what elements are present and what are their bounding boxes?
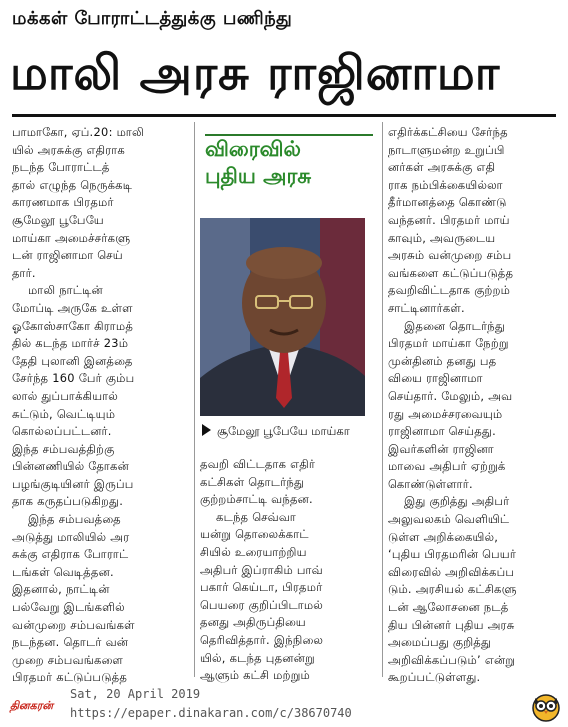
article-line: சுக்கு எதிராக போராட் (12, 547, 129, 562)
article-line: வந்தனர். பிரதமர் மாய் (388, 212, 510, 227)
article-line: பிரதமர் கட்டுப்படுத்த (12, 670, 128, 685)
article-line: சியில் உரையாற்றிய (200, 544, 307, 559)
article-line: அறிவிக்கப்படும்’ என்று (388, 652, 516, 667)
article-line: பல்வேறு இடங்களில் (12, 600, 125, 615)
article-line: தனது அதிருப்தியை (200, 615, 306, 630)
article-line: மோப்டி அருகே உள்ள (12, 300, 133, 315)
article-line: இந்த சம்பவத்திற்கு (12, 441, 115, 456)
article-line: டன் ராஜினாமா செய் (12, 248, 123, 263)
article-column-2 (200, 456, 378, 685)
article-line: சாட்டினார்கள். (388, 300, 465, 315)
article-line: லால் துப்பாக்கியால் (12, 388, 119, 403)
headline: மாலி அரசு ராஜினாமா (10, 46, 501, 101)
article-line: கொண்டுள்ளார். (388, 476, 473, 491)
subhead-line-2: புதிய அரசு (205, 164, 312, 188)
article-line: யில், கடந்த புதனன்று (200, 650, 315, 665)
article-line: விரைவில் அறிவிக்கப்ப (388, 564, 515, 579)
footer-url[interactable]: https://epaper.dinakaran.com/c/38670740 (70, 706, 352, 720)
article-line: அலுவலகம் வெளியிட் (388, 512, 510, 527)
article-line: சேர்ந்த 160 பேர் கும்ப (12, 371, 135, 386)
article-line: மாய்கா அமைச்சர்களு (12, 230, 131, 245)
article-line: குற்றம்சாட்டி வந்தன. (200, 492, 313, 507)
article-line: ரது அமைச்சரவையும் (388, 406, 503, 421)
article-line: ஓகோஸ்சாகோ கிராமத் (12, 318, 134, 333)
article-line: டங்கள் வெடித்தன. (12, 564, 114, 579)
article-line: திய பின்னர் புதிய அரசு (388, 617, 515, 632)
owl-icon[interactable] (531, 690, 561, 722)
dinakaran-logo: தினகரன் (10, 699, 54, 712)
article-line: தீர்மானத்தை கொண்டு (388, 195, 507, 210)
article-line: நாடாளுமன்ற உறுப்பி (388, 142, 505, 157)
article-line: காரணமாக பிரதமர் (12, 195, 114, 210)
triangle-right-icon (202, 424, 211, 436)
article-line: மாலி நாட்டின் (28, 283, 103, 298)
article-line: தில் கடந்த மார்ச் 23ம் (12, 336, 129, 351)
article-line: ராக நம்பிக்கையில்லா (388, 177, 503, 192)
article-line: தால் எழுந்த நெருக்கடி (12, 177, 133, 192)
article-line: பகார் கெய்டா, பிரதமர் (200, 580, 323, 595)
article-line: இந்த சம்பவத்தை (28, 512, 121, 527)
article-line: டுள்ள அறிக்கையில், (388, 529, 499, 544)
photo-caption-text: சூமேலூ பூபேயே மாய்கா (217, 424, 350, 438)
article-line: முறை சம்பவங்களை (12, 652, 123, 667)
article-line: பாமாகோ, ஏப்.20: மாலி (12, 125, 144, 139)
article-line: கூறப்பட்டுள்ளது. (388, 670, 481, 685)
article-line: சூமேலூ பூபேயே (12, 212, 104, 227)
article-column-3 (388, 124, 560, 687)
article-line: நடந்த போராட்டத் (12, 160, 110, 175)
article-line: இதனை தொடர்ந்து (404, 318, 506, 333)
article-line: கட்சிகள் தொடர்ந்து (200, 474, 305, 489)
article-line: வங்களை கட்டுப்படுத்த (388, 265, 514, 280)
article-line: தார். (12, 265, 36, 280)
article-line: எதிர்க்கட்சியை சேர்ந்த (388, 125, 508, 139)
article-line: அடுத்து மாலியில் அர (12, 529, 130, 544)
portrait-photo (200, 218, 365, 416)
article-line: சுட்டும், வெட்டியும் (12, 406, 116, 421)
photo-caption (202, 420, 372, 442)
article-line: வியை ராஜினாமா (388, 371, 483, 386)
article-line: யில் அரசுக்கு எதிராக (12, 142, 125, 157)
article-line: ஆளும் கட்சி மற்றும் (200, 668, 310, 683)
article-line: பிரதமர் மாய்கா நேற்று (388, 336, 509, 351)
article-column-1 (12, 124, 190, 687)
article-line: இது குறித்து அதிபர் (404, 494, 510, 509)
article-line: இவர்களின் ராஜினா (388, 441, 494, 456)
article-line: டன் ஆலோசனை நடத் (388, 600, 509, 615)
subhead-box (205, 134, 373, 202)
article-line: கொல்லப்பட்டனர். (12, 424, 112, 439)
article-line: தவறிவிட்டதாக குற்றம் (388, 283, 511, 298)
subhead-line-1: விரைவில் (205, 137, 301, 161)
article-line: நடந்தன. தொடர் வன் (12, 635, 129, 650)
article-line: னர்கள் அரசுக்கு எதி (388, 160, 496, 175)
article-line: ராஜினாமா செய்தது. (388, 424, 497, 439)
article-line: தாக கருதப்படுகிறது. (12, 494, 124, 509)
article-line: அரசும் வன்முறை சம்ப (388, 248, 512, 263)
article-line: வன்முறை சம்பவங்கள் (12, 617, 135, 632)
article-line: டும். அரசியல் கட்சிகளு (388, 582, 517, 597)
column-divider (382, 122, 383, 677)
article-line: ‘புதிய பிரதமரின் பெயர் (388, 547, 517, 562)
article-line: தெரிவித்தார். இந்நிலை (200, 632, 324, 647)
column-divider (194, 122, 195, 677)
portrait-illustration (200, 218, 365, 416)
article-line: பின்னணியில் தோகன் (12, 459, 129, 474)
headline-rule (12, 114, 556, 117)
footer-date: Sat, 20 April 2019 (70, 687, 201, 701)
article-line: பெயரை குறிப்பிடாமல் (200, 597, 324, 612)
article-line: முன்தினம் தனது பத (388, 353, 497, 368)
article-line: காவும், அவருடைய (388, 230, 496, 245)
article-line: கடந்த செவ்வா (216, 509, 297, 524)
article-line: செய்தார். மேலும், அவ (388, 388, 513, 403)
article-line: மாவை அதிபர் ஏற்றுக் (388, 459, 506, 474)
article-line: பழங்குடியினர் இருப்ப (12, 476, 134, 491)
article-line: அதிபர் இப்ராகிம் பாவ் (200, 562, 323, 577)
kicker: மக்கள் போராட்டத்துக்கு பணிந்து (12, 8, 293, 29)
article-line: இதனால், நாட்டின் (12, 582, 110, 597)
article-line: தவறி விட்டதாக எதிர் (200, 457, 316, 471)
article-line: யன்று தொலைக்காட் (200, 527, 309, 542)
article-line: அமைப்பது குறித்து (388, 635, 492, 650)
article-line: தேதி புலானி இனத்தை (12, 353, 133, 368)
